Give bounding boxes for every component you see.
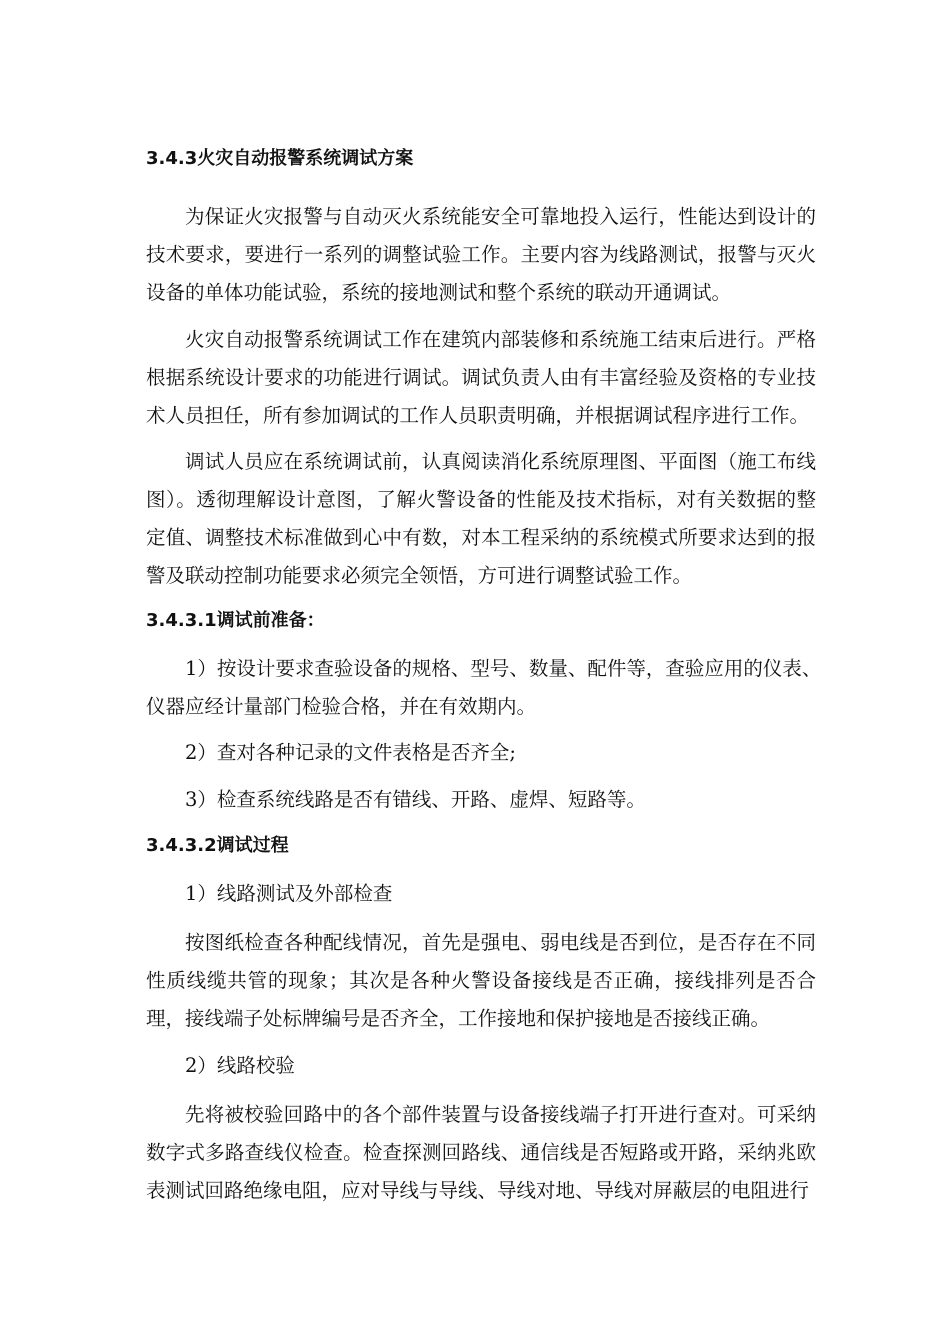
subsection-2-heading: 3.4.3.2调试过程 [146, 835, 289, 856]
step-2-title: 2）线路校验 [185, 1054, 295, 1077]
section-heading: 3.4.3火灾自动报警系统调试方案 [146, 148, 414, 169]
intro-paragraph-1: 为保证火灾报警与自动灭火系统能安全可靠地投入运行，性能达到设计的技术要求，要进行一系列的调整试验工作。主要内容为线路测试，报警与灭火设备的单体功能试验，系统的接地测试和整个系统的联动开通调试。 [146, 205, 816, 304]
subsection-1-heading: 3.4.3.1调试前准备： [146, 610, 325, 631]
step-1-text: 按图纸检查各种配线情况，首先是强电、弱电线是否到位，是否存在不同性质线缆共管的现象；其次是各种火警设备接线是否正确，接线排列是否合理，接线端子处标牌编号是否齐全，工作接地和保护接地是否接线正确。 [146, 931, 816, 1030]
prep-item-2: 2）查对各种记录的文件表格是否齐全; [185, 741, 516, 764]
prep-item-3: 3）检查系统线路是否有错线、开路、虚焊、短路等。 [185, 788, 646, 811]
intro-paragraph-2: 火灾自动报警系统调试工作在建筑内部装修和系统施工结束后进行。严格根据系统设计要求的功能进行调试。调试负责人由有丰富经验及资格的专业技术人员担任，所有参加调试的工作人员职责明确，并根据调试程序进行工作。 [146, 328, 816, 427]
step-2-text: 先将被校验回路中的各个部件装置与设备接线端子打开进行查对。可采纳数字式多路查线仪检查。检查探测回路线、通信线是否短路或开路，采纳兆欧表测试回路绝缘电阻，应对导线与导线、导线对地、导线对屏蔽层的电阻进行 [146, 1103, 816, 1202]
step-1-title: 1）线路测试及外部检查 [185, 882, 393, 905]
intro-paragraph-3: 调试人员应在系统调试前，认真阅读消化系统原理图、平面图（施工布线图）。透彻理解设计意图，了解火警设备的性能及技术指标，对有关数据的整定值、调整技术标准做到心中有数，对本工程采纳的系统模式所要求达到的报警及联动控制功能要求必须完全领悟，方可进行调整试验工作。 [146, 450, 816, 587]
prep-item-1: 1）按设计要求查验设备的规格、型号、数量、配件等，查验应用的仪表、仪器应经计量部门检验合格，并在有效期内。 [146, 657, 822, 718]
